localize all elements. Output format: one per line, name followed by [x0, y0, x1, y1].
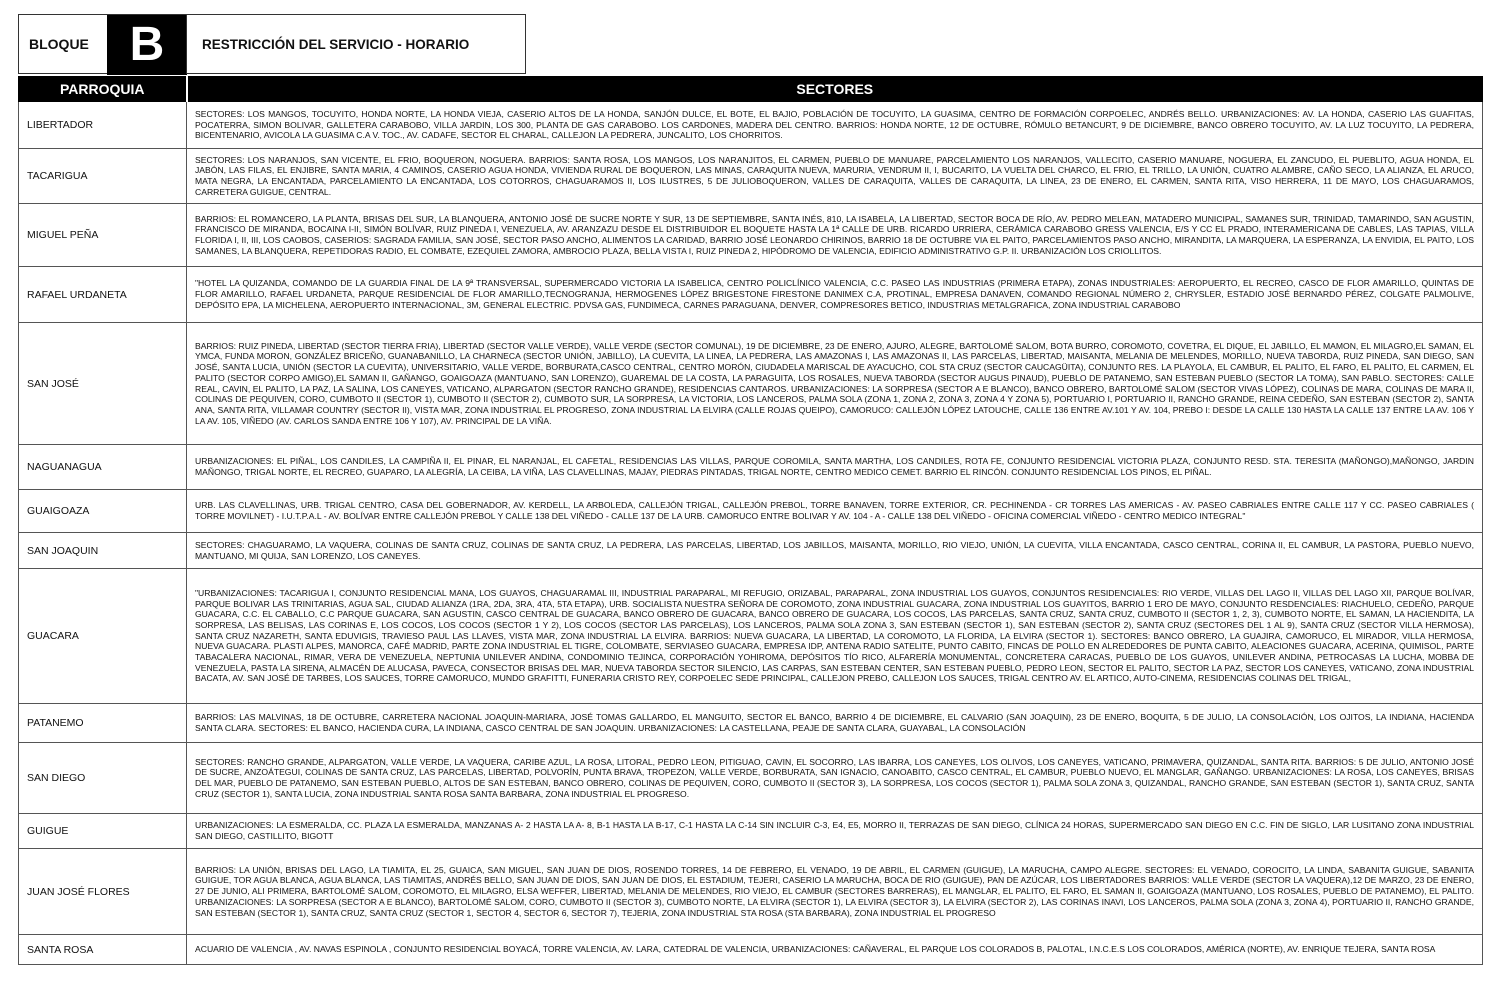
sectores-cell: SECTORES: LOS NARANJOS, SAN VICENTE, EL FRIO, BOQUERON, NOGUERA. BARRIOS: SANTA ROSA, LOS MANGOS, LOS NARANJITOS, EL CARMEN, PUEBLO DE MANUARE, PARCELAMIENTO LOS NARANJOS, VALLECITO, CASERIO MANUARE, NOGUERA, EL ZANCUDO, EL PUEBLITO, AGUA HONDA, EL JABÓN, LAS FILAS, EL ENJIBRE, SANTA MARIA, 4 CAMINOS, CASERIO AGUA HONDA, VIVIENDA RURAL DE BOQUERON, LAS MINAS, CARAQUITA NUEVA, MARURIA, VENDRUM II, I, BUCARITO, LA VUELTA DEL CHARCO, EL FRIO, EL TRILLO, LA UNIÓN, CUATRO ALAMBRE, CAÑO SECO, LA ALIANZA, EL ARUCO, MATA NEGRA, LA ENCANTADA, PARCELAMIENTO LA ENCANTADA, LOS COTORROS, CHAGUARAMOS II, LOS ILUSTRES, 5 DE JULIOBOQUERON, VALLES DE CARAQUITA, VALLES DE CARAQUITA, LA LINEA, 23 DE ENERO, EL CARMEN, SANTA RITA, VISO HERRERA, 11 DE MAYO, LOS CHAGUARAMOS, CARRETERA GUIGUE, CENTRAL. [187, 149, 1483, 204]
table-row [19, 704, 1483, 743]
parroquia-cell: GUIGUE [19, 814, 187, 849]
table-header-row [19, 77, 1483, 102]
schedule-table [18, 76, 1483, 965]
sectores-cell: SECTORES: LOS MANGOS, TOCUYITO, HONDA NORTE, LA HONDA VIEJA, CASERIO ALTOS DE LA HONDA, SANJÓN DULCE, EL BOTE, EL BAJIO, POBLACIÓN DE TOCUYITO, LA GUASIMA, CENTRO DE FORMACIÓN CORPOELEC, ANDRÉS BELLO. URBANIZACIONES: AV. LA HONDA, CASERIO LAS GUAFITAS, POCATERRA, SIMON BOLIVAR, GALLETERA CARABOBO, VILLA JARDIN, LOS 300, PLANTA DE GAS CARABOBO. LOS CARDONES, MADERA DEL CENTRO. BARRIOS: HONDA NORTE, 12 DE OCTUBRE, RÓMULO BETANCURT, 9 DE DICIEMBRE, BANCO OBRERO TOCUYITO, AV. LA LUZ TOCUYITO, LA PEDRERA, BICENTENARIO, AVICOLA LA GUASIMA C.A V. TOC., AV. CADAFE, SECTOR EL CHARAL, CALLEJON LA PEDRERA, JUNCALITO, LOS CHORRITOS. [187, 102, 1483, 149]
document-title: RESTRICCIÓN DEL SERVICIO - HORARIO [186, 14, 526, 74]
parroquia-cell: NAGUANAGUA [19, 445, 187, 490]
table-row [19, 267, 1483, 323]
parroquia-cell: LIBERTADOR [19, 102, 187, 149]
table-row [19, 102, 1483, 149]
table-row [19, 149, 1483, 204]
table-row [19, 814, 1483, 849]
sectores-cell: SECTORES: RANCHO GRANDE, ALPARGATON, VALLE VERDE, LA VAQUERA, CARIBE AZUL, LA ROSA, LITORAL, PEDRO LEON, PITIGUAO, CAVIN, EL SOCORRO, LAS IBARRA, LOS CANEYES, LOS OLIVOS, LOS CANEYES, VATICANO, PRIMAVERA, QUIZANDAL, SANTA RITA. BARRIOS: 5 DE JULIO, ANTONIO JOSÉ DE SUCRE, ANZOÁTEGUI, COLINAS DE SANTA CRUZ, LAS PARCELAS, LIBERTAD, POLVORÍN, PUNTA BRAVA, TROPEZON, VALLE VERDE, BORBURATA, SAN IGNACIO, CANOABITO, CASCO CENTRAL, EL CAMBUR, PUEBLO NUEVO, EL MANGLAR, GAÑANGO. URBANIZACIONES: LA ROSA, LOS CANEYES, BRISAS DEL MAR, PUEBLO DE PATANEMO, SAN ESTEBAN PUEBLO, ALTOS DE SAN ESTEBAN, BANCO OBRERO, COLINAS DE PEQUIVEN, CORO, CUMBOTO II (SECTOR 3), LA SORPRESA, LOS COCOS (SECTOR 1), PALMA SOLA ZONA 3, QUIZANDAL, RANCHO GRANDE, SAN ESTEBAN (SECTOR 1), SANTA CRUZ, SANTA CRUZ (SECTOR 1), SANTA LUCIA, ZONA INDUSTRIAL SANTA ROSA SANTA BARBARA, ZONA INDUSTRIAL EL PROGRESO. [187, 743, 1483, 814]
sectores-cell: BARRIOS: RUIZ PINEDA, LIBERTAD (SECTOR TIERRA FRIA), LIBERTAD (SECTOR VALLE VERDE), VALLE VERDE (SECTOR COMUNAL), 19 DE DICIEMBRE, 23 DE ENERO, AJURO, ALEGRE, BARTOLOMÉ SALOM, BOTA BURRO, COROMOTO, COVETRA, EL DIQUE, EL JABILLO, EL MAMON, EL MILAGRO,EL SAMAN, EL YMCA, FUNDA MORON, GONZÁLEZ BRICEÑO, GUANABANILLO, LA CHARNECA (SECTOR UNIÓN, JABILLO), LA CUEVITA, LA LINEA, LA PEDRERA, LAS AMAZONAS I, LAS AMAZONAS II, LAS PARCELAS, LIBERTAD, MAISANTA, MELANIA DE MELENDES, MORILLO, NUEVA TABORDA, RUIZ PINEDA, SAN DIEGO, SAN JOSÉ, SANTA LUCIA, UNIÓN (SECTOR LA CUEVITA), UNIVERSITARIO, VALLE VERDE, BORBURATA,CASCO CENTRAL, CENTRO MORÓN, CIUDADELA MARISCAL DE AYACUCHO, COL STA CRUZ (SECTOR CAUCAGÜITA), CONJUNTO RES. LA PLAYOLA, EL CAMBUR, EL PALITO, EL FARO, EL PALITO, EL CARMEN, EL PALITO (SECTOR CORPO AMIGO),EL SAMAN II, GAÑANGO, GOAIGOAZA (MANTUANO, SAN LORENZO), GUAREMAL DE LA COSTA, LA PARAGUITA, LOS ROSALES, NUEVA TABORDA (SECTOR AUGUS PINAUD), PUEBLO DE PATANEMO, SAN ESTEBAN PUEBLO (SECTOR LA TOMA), SAN PABLO. SECTORES: CALLE REAL, CAVIN, EL PALITO, LA PAZ, LA SALINA, LOS CANEYES, VATICANO, ALPARGATON (SECTOR RANCHO GRANDE), RESIDENCIAS CANTAROS. URBANIZACIONES: LA SORPRESA (SECTOR A E BLANCO), BANCO OBRERO, BARTOLOMÉ SALOM (SECTOR VIVAS LÓPEZ), COLINAS DE MARA, COLINAS DE MARA II, COLINAS DE PEQUIVEN, CORO, CUMBOTO II (SECTOR 1), CUMBOTO II (SECTOR 2), CUMBOTO SUR, LA SORPRESA, LA VICTORIA, LOS LANCEROS, PALMA SOLA (ZONA 1, ZONA 2, ZONA 3, ZONA 4 Y ZONA 5), PORTUARIO I, PORTUARIO II, RANCHO GRANDE, REINA CEDEÑO, SAN ESTEBAN (SECTOR 2), SANTA ANA, SANTA RITA, VILLAMAR COUNTRY (SECTOR II), VISTA MAR, ZONA INDUSTRIAL EL PROGRESO, ZONA INDUSTRIAL LA ELVIRA (CALLE ROJAS QUEIPO), CAMORUCO: CALLEJÓN LÓPEZ LATOUCHE, CALLE 136 ENTRE AV.101 Y AV. 104, PREBO I: DESDE LA CALLE 130 HASTA LA CALLE 137 ENTRE LA AV. 106 Y LA AV. 105, VIÑEDO (AV. CARLOS SANDA ENTRE 106 Y 107), AV. PRINCIPAL DE LA VIÑA. [187, 323, 1483, 445]
table-row [19, 935, 1483, 965]
sectores-cell: "HOTEL LA QUIZANDA, COMANDO DE LA GUARDIA FINAL DE LA 9ª TRANSVERSAL, SUPERMERCADO VICTORIA LA ISABELICA, CENTRO POLICLÍNICO VALENCIA, C.C. PASEO LAS INDUSTRIAS (PRIMERA ETAPA), ZONAS INDUSTRIALES: AEROPUERTO, EL RECREO, CASCO DE FLOR AMARILLO, QUINTAS DE FLOR AMARILLO, RAFAEL URDANETA, PARQUE RESIDENCIAL DE FLOR AMARILLO,TECNOGRANJA, HERMOGENES LÓPEZ BRIGESTONE FIRESTONE DANIMEX C.A, PROTINAL, EMPRESA DANAVEN, COMANDO REGIONAL NÚMERO 2, CHRYSLER, ESTADIO JOSÉ BERNARDO PÉREZ, COLGATE PALMOLIVE, DEPÓSITO EPA, LA MICHELENA, AEROPUERTO INTERNACIONAL, 3M, GENERAL ELECTRIC. PDVSA GAS, FUNDIMECA, CARNES PARAGUANA, DENVER, COMPRESORES BETICO, INDUSTRIAS METALGRAFICA, ZONA INDUSTRIAL CARABOBO [187, 267, 1483, 323]
sectores-cell: BARRIOS: LAS MALVINAS, 18 DE OCTUBRE, CARRETERA NACIONAL JOAQUIN-MARIARA, JOSÉ TOMAS GALLARDO, EL MANGUITO, SECTOR EL BANCO, BARRIO 4 DE DICIEMBRE, EL CALVARIO (SAN JOAQUIN), 23 DE ENERO, BOQUITA, 5 DE JULIO, LA CONSOLACIÓN, LOS OJITOS, LA INDIANA, HACIENDA SANTA CLARA. SECTORES: EL BANCO, HACIENDA CURA, LA INDIANA, CASCO CENTRAL DE SAN JOAQUIN. URBANIZACIONES: LA CASTELLANA, PEAJE DE SANTA CLARA, GUAYABAL, LA CONSOLACIÓN [187, 704, 1483, 743]
table-body [19, 102, 1483, 965]
sectores-cell: ACUARIO DE VALENCIA , AV. NAVAS ESPINOLA , CONJUNTO RESIDENCIAL BOYACÁ, TORRE VALENCIA, AV. LARA, CATEDRAL DE VALENCIA, URBANIZACIONES: CAÑAVERAL, EL PARQUE LOS COLORADOS B, PALOTAL, I.N.C.E.S LOS COLORADOS, AMÉRICA (NORTE), AV. ENRIQUE TEJERA, SANTA ROSA [187, 935, 1483, 965]
table-row [19, 533, 1483, 569]
parroquia-cell: GUAIGOAZA [19, 490, 187, 533]
table-row [19, 445, 1483, 490]
sectores-cell: "URBANIZACIONES: TACARIGUA I, CONJUNTO RESIDENCIAL MANA, LOS GUAYOS, CHAGUARAMAL III, INDUSTRIAL PARAPARAL, MI REFUGIO, ORIZABAL, PARAPARAL, ZONA INDUSTRIAL LOS GUAYOS, CONJUNTOS RESIDENCIALES: RIO VERDE, VILLAS DEL LAGO II, VILLAS DEL LAGO XII, PARQUE BOLÍVAR, PARQUE BOLIVAR LAS TRINITARIAS, AGUA SAL, CIUDAD ALIANZA (1RA, 2DA, 3RA, 4TA, 5TA ETAPA), URB. SOCIALISTA NUESTRA SEÑORA DE COROMOTO, ZONA INDUSTRIAL GUACARA, ZONA INDUSTRIAL LOS GUAYITOS, BARRIO 1 ERO DE MAYO, CONJUNTO RESDENCIALES: RIACHUELO, CEDEÑO, PARQUE GUACARA, C.C. EL CABALLO, C.C PARQUE GUACARA, SAN AGUSTIN, CASCO CENTRAL DE GUACARA, BANCO OBRERO DE GUACARA, BANCO OBRERO DE GUACARA, LOS COCOS, LAS PARCELAS, SANTA CRUZ, SANTA CRUZ, CUMBOTO II (SECTOR 1, 2, 3), CUMBOTO NORTE, EL SAMAN, LA HACIENDITA, LA SORPRESA, LAS BELISAS, LAS CORINAS E, LOS COCOS, LOS COCOS (SECTOR 1 Y 2), LOS COCOS (SECTOR LAS PARCELAS), LOS LANCEROS, PALMA SOLA ZONA 3, SAN ESTEBAN (SECTOR 1), SAN ESTEBAN (SECTOR 2), SANTA CRUZ (SECTORES DEL 1 AL 9), SANTA CRUZ (SECTOR VILLA HERMOSA), SANTA CRUZ NAZARETH, SANTA EDUVIGIS, TRAVIESO PAUL LAS LLAVES, VISTA MAR, ZONA INDUSTRIAL LA ELVIRA. BARRIOS: NUEVA GUACARA, LA LIBERTAD, LA COROMOTO, LA FLORIDA, LA ELVIRA (SECTOR 1). SECTORES: BANCO OBRERO, LA GUAJIRA, CAMORUCO, EL MIRADOR, VILLA HERMOSA, NUEVA GUACARA. PLASTI ALPES, MANORCA, CAFÉ MADRID, PARTE ZONA INDUSTRIAL EL TIGRE, COLOMBATE, SERVIASEO GUACARA, EMPRESA IDP, ANTENA RADIO SATELITE, PUNTO CABITO, FINCAS DE POLLO EN ALREDEDORES DE PUNTA CABITO, ALEACIONES GUACARA, ACERINA, QUIMISOL, PARTE TABACALERA NACIONAL, RIMAR, VERA DE VENEZUELA, NEPTUNIA UNILEVER ANDINA, CONDOMINIO TEJINCA, CORPORACIÓN YOHIROMA, DEPÓSITOS TÍO RICO, ALFARERÍA MONUMENTAL, CONCRETERA CARACAS, PUEBLO DE LOS GUAYOS, UNILEVER ANDINA, PETROCASAS LA LUCHA, MOBBA DE VENEZUELA, PASTA LA SIRENA, ALMACÉN DE ALUCASA, PAVECA, CONSECTOR BRISAS DEL MAR, NUEVA TABORDA SECTOR SILENCIO, LAS CARPAS, SAN ESTEBAN CENTER, SAN ESTEBAN PUEBLO, PEDRO LEON, SECTOR EL PALITO, SECTOR LA PAZ, SECTOR LOS CANEYES, VATICANO, ZONA INDUSTRIAL BACATA, AV. SAN JOSÉ DE TARBES, LOS SAUCES, TORRE CAMORUCO, MUNDO GRAFITTI, FUNERARIA CRISTO REY, CORPOELEC SEDE PRINCIPAL, CALLEJON PREBO, CALLEJON LOS SAUCES, TRIGAL CENTRO AV. EL ARTICO, AUTO-CINEMA, RESIDENCIAS COLINAS DEL TRIGAL, [187, 569, 1483, 704]
bloque-label: BLOQUE [29, 36, 89, 52]
column-header-sectores: SECTORES [187, 77, 1483, 102]
parroquia-cell: GUACARA [19, 569, 187, 704]
sectores-cell: BARRIOS: LA UNIÓN, BRISAS DEL LAGO, LA TIAMITA, EL 25, GUAICA, SAN MIGUEL, SAN JUAN DE DIOS, ROSENDO TORRES, 14 DE FEBRERO, EL VENADO, 19 DE ABRIL, EL CARMEN (GUIGUE), LA MARUCHA, CAMPO ALEGRE. SECTORES: EL VENADO, COROCITO, LA LINDA, SABANITA GUIGUE, SABANITA GUIGUE, TOR AGUA BLANCA, AGUA BLANCA, LAS TIAMITAS, ANDRÉS BELLO, SAN JUAN DE DIOS, SAN JUAN DE DIOS, EL ESTADIUM, TEJERI, CASERIO LA MARUCHA, BOCA DE RIO (GUIGUE), PAN DE AZÚCAR, LOS LIBERTADORES BARRIOS: VALLE VERDE (SECTOR LA VAQUERA),12 DE MARZO, 23 DE ENERO, 27 DE JUNIO, ALI PRIMERA, BARTOLOMÉ SALOM, COROMOTO, EL MILAGRO, ELSA WEFFER, LIBERTAD, MELANIA DE MELENDES, RIO VIEJO, EL CAMBUR (SECTORES BARRERAS), EL MANGLAR, EL PALITO, EL FARO, EL SAMAN II, GOAIGOAZA (MANTUANO, LOS ROSALES, PUEBLO DE PATANEMO), EL PALITO. URBANIZACIONES: LA SORPRESA (SECTOR A E BLANCO), BARTOLOMÉ SALOM, CORO, CUMBOTO II (SECTOR 3), CUMBOTO NORTE, LA ELVIRA (SECTOR 1), LA ELVIRA (SECTOR 3), LA ELVIRA (SECTOR 2), LAS CORINAS INAVI, LOS LANCEROS, PALMA SOLA (ZONA 3, ZONA 4), PORTUARIO II, RANCHO GRANDE, SAN ESTEBAN (SECTOR 1), SANTA CRUZ, SANTA CRUZ (SECTOR 1, SECTOR 4, SECTOR 6, SECTOR 7), TEJERIA, ZONA INDUSTRIAL STA ROSA (STA BARBARA), ZONA INDUSTRIAL EL PROGRESO [187, 849, 1483, 935]
parroquia-cell: SAN JOSÉ [19, 323, 187, 445]
sectores-cell: URBANIZACIONES: LA ESMERALDA, CC. PLAZA LA ESMERALDA, MANZANAS A- 2 HASTA LA A- 8, B-1 HASTA LA B-17, C-1 HASTA LA C-14 SIN INCLUIR C-3, E4, E5, MORRO II, TERRAZAS DE SAN DIEGO, CLÍNICA 24 HORAS, SUPERMERCADO SAN DIEGO EN C.C. FIN DE SIGLO, LAR LUSITANO ZONA INDUSTRIAL SAN DIEGO, CASTILLITO, BIGOTT [187, 814, 1483, 849]
parroquia-cell: JUAN JOSÉ FLORES [19, 849, 187, 935]
bloque-box [18, 14, 186, 74]
column-header-parroquia: PARROQUIA [19, 77, 187, 102]
parroquia-cell: SANTA ROSA [19, 935, 187, 965]
parroquia-cell: TACARIGUA [19, 149, 187, 204]
parroquia-cell: SAN DIEGO [19, 743, 187, 814]
table-row [19, 569, 1483, 704]
sectores-cell: BARRIOS: EL ROMANCERO, LA PLANTA, BRISAS DEL SUR, LA BLANQUERA, ANTONIO JOSÉ DE SUCRE NORTE Y SUR, 13 DE SEPTIEMBRE, SANTA INÉS, 810, LA ISABELA, LA LIBERTAD, SECTOR BOCA DE RÍO, AV. PEDRO MELEAN, MATADERO MUNICIPAL, SAMANES SUR, TRINIDAD, TAMARINDO, SAN AGUSTIN, FRANCISCO DE MIRANDA, BOCAINA I-II, SIMÓN BOLÍVAR, RUIZ PINEDA I, VENEZUELA, AV. ARANZAZU DESDE EL DISTRIBUIDOR EL BOQUETE HASTA LA 1ª CALLE DE URB. RICARDO URRIERA, CERÁMICA CARABOBO GRESS VALENCIA, E/S Y CC EL PRADO, INTERAMERICANA DE CABLES, LAS TAPIAS, VILLA FLORIDA I, II, III, LOS CAOBOS, CASERIOS: SAGRADA FAMILIA, SAN JOSÉ, SECTOR PASO ANCHO, ALIMENTOS LA CARIDAD, BARRIO JOSÉ LEONARDO CHIRINOS, BARRIO 18 DE OCTUBRE VIA EL PAITO, PARCELAMIENTOS PASO ANCHO, MIRANDITA, LA MARQUERA, LA ESPERANZA, LA ENVIDIA, EL PAITO, LOS SAMANES, LA BLANQUERA, REPETIDORAS RADIO, EL COMBATE, EZEQUIEL ZAMORA, AMBROCIO PLAZA, BELLA VISTA I, RUIZ PINEDA 2, HIPÓDROMO DE VALENCIA, EDIFICIO ADMINISTRATIVO G.P. II. URBANIZACIÓN LOS CRIOLLITOS. [187, 204, 1483, 267]
sectores-cell: SECTORES: CHAGUARAMO, LA VAQUERA, COLINAS DE SANTA CRUZ, COLINAS DE SANTA CRUZ, LA PEDRERA, LAS PARCELAS, LIBERTAD, LOS JABILLOS, MAISANTA, MORILLO, RIO VIEJO, UNIÓN, LA CUEVITA, VILLA ENCANTADA, CASCO CENTRAL, CORINA II, EL CAMBUR, LA PASTORA, PUEBLO NUEVO, MANTUANO, MI QUIJA, SAN LORENZO, LOS CANEYES. [187, 533, 1483, 569]
document-header [18, 14, 1483, 74]
sectores-cell: URBANIZACIONES: EL PIÑAL, LOS CANDILES, LA CAMPIÑA II, EL PINAR, EL NARANJAL, EL CAFETAL, RESIDENCIAS LAS VILLAS, PARQUE COROMILA, SANTA MARTHA, LOS CANDILES, ROTA FE, CONJUNTO RESIDENCIAL VICTORIA PLAZA, CONJUNTO RESD. STA. TERESITA (MAÑONGO),MAÑONGO, JARDIN MAÑONGO, TRIGAL NORTE, EL RECREO, GUAPARO, LA ALEGRÍA, LA CEIBA, LA VIÑA, LAS CLAVELLINAS, MAJAY, PIEDRAS PINTADAS, TRIGAL NORTE, CENTRO MEDICO CEMET. BARRIO EL RINCÓN. CONJUNTO RESIDENCIAL LOS PINOS, EL PIÑAL. [187, 445, 1483, 490]
table-row [19, 743, 1483, 814]
table-row [19, 323, 1483, 445]
parroquia-cell: RAFAEL URDANETA [19, 267, 187, 323]
sectores-cell: URB. LAS CLAVELLINAS, URB. TRIGAL CENTRO, CASA DEL GOBERNADOR, AV. KERDELL, LA ARBOLEDA, CALLEJÓN TRIGAL, CALLEJÓN PREBOL, TORRE BANAVEN, TORRE EXTERIOR, CR. PECHINENDA - CR TORRES LAS AMERICAS - AV. PASEO CABRIALES ENTRE CALLE 117 Y CC. PASEO CABRIALES ( TORRE MOVILNET) - I.U.T.P.A.L - AV. BOLÍVAR ENTRE CALLEJÓN PREBOL Y CALLE 138 DEL VIÑEDO - CALLE 137 DE LA URB. CAMORUCO ENTRE BOLIVAR Y AV. 104 - A - CALLE 138 DEL VIÑEDO - OFICINA COMERCIAL VIÑEDO - CENTRO MEDICO INTEGRAL" [187, 490, 1483, 533]
parroquia-cell: SAN JOAQUIN [19, 533, 187, 569]
bloque-letter: B [107, 15, 187, 75]
parroquia-cell: PATANEMO [19, 704, 187, 743]
table-row [19, 849, 1483, 935]
parroquia-cell: MIGUEL PEÑA [19, 204, 187, 267]
table-row [19, 204, 1483, 267]
table-row [19, 490, 1483, 533]
